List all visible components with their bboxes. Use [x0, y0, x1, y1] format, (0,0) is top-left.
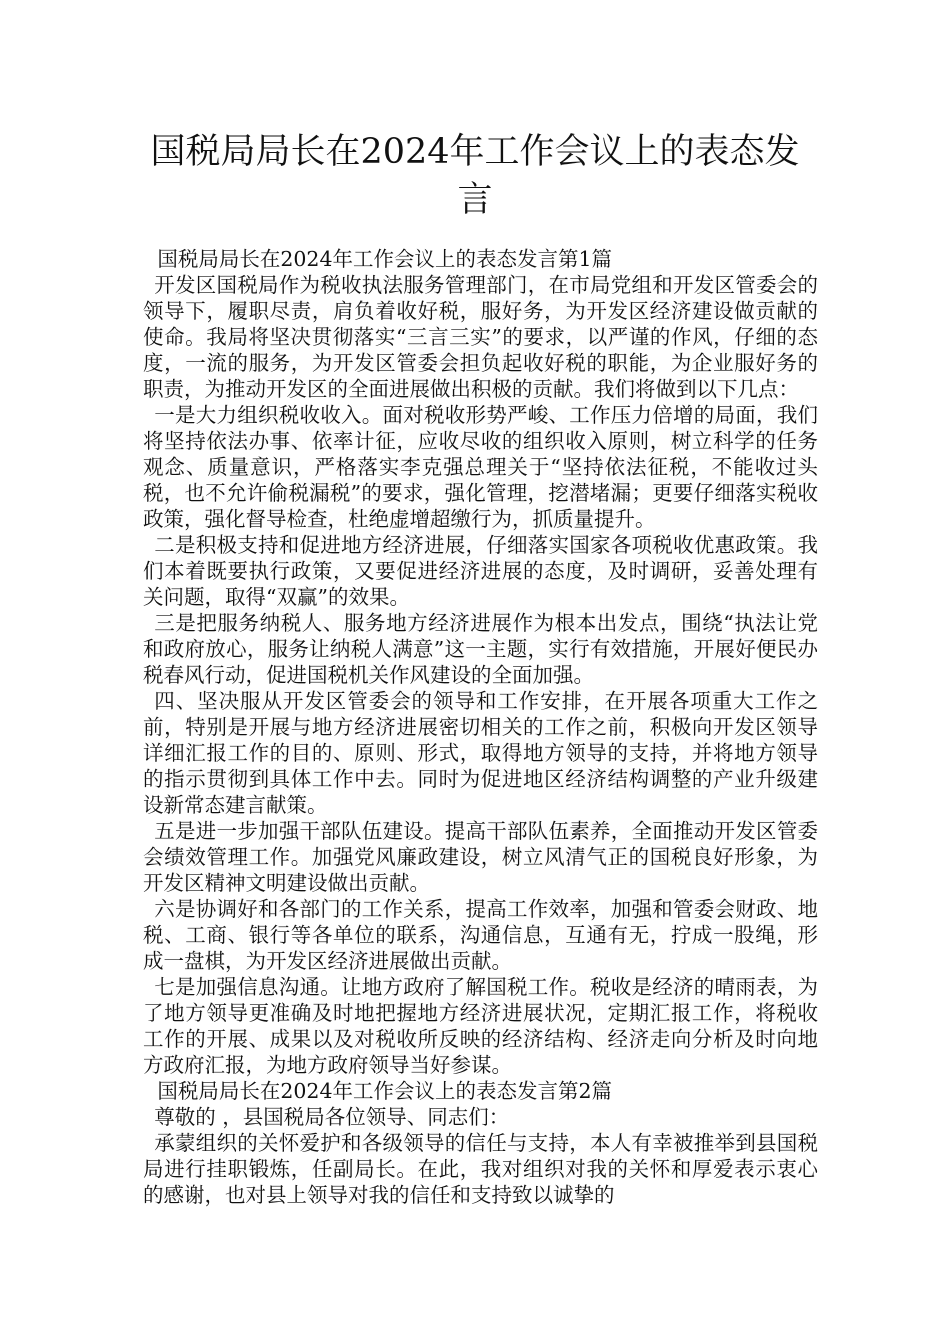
section-heading: 国税局局长在2024年工作会议上的表态发言第1篇: [157, 247, 613, 271]
body-paragraph: 三是把服务纳税人、服务地方经济进展作为根本出发点，围绕“执法让党和政府放心，服务让纳税人满意”这一主题，实行有效措施，开展好便民办税春风行动，促进国税机关作风建设的全面加强。: [143, 611, 818, 687]
body-paragraph: 五是进一步加强干部队伍建设。提高干部队伍素养，全面推动开发区管委会绩效管理工作。加强党风廉政建设，树立风清气正的国税良好形象，为开发区精神文明建设做出贡献。: [143, 819, 818, 895]
body-paragraph: 七是加强信息沟通。让地方政府了解国税工作。税收是经济的晴雨表，为了地方领导更准确及时地把握地方经济进展状况，定期汇报工作，将税收工作的开展、成果以及对税收所反映的经济结构、经济走向分析及时向地方政府汇报，为地方政府领导当好参谋。: [143, 975, 818, 1077]
document-title: 国税局局长在2024年工作会议上的表态发言: [150, 132, 800, 220]
body-paragraph: 开发区国税局作为税收执法服务管理部门，在市局党组和开发区管委会的领导下，履职尽责，肩负着收好税，服好务，为开发区经济建设做贡献的使命。我局将坚决贯彻落实“三言三实”的要求，以严谨的作风，仔细的态度，一流的服务，为开发区管委会担负起收好税的职能，为企业服好务的职责，为推动开发区的全面进展做出积极的贡献。我们将做到以下几点：: [143, 273, 818, 401]
document-body: [143, 246, 818, 1208]
section-heading: 国税局局长在2024年工作会议上的表态发言第2篇: [157, 1079, 613, 1103]
body-paragraph: 一是大力组织税收收入。面对税收形势严峻、工作压力倍增的局面，我们将坚持依法办事、依率计征，应收尽收的组织收入原则，树立科学的任务观念、质量意识，严格落实李克强总理关于“坚持依法征税，不能收过头税，也不允许偷税漏税”的要求，强化管理，挖潜堵漏；更要仔细落实税收政策，强化督导检查，杜绝虚增超缴行为，抓质量提升。: [143, 403, 818, 531]
body-paragraph: 四、坚决服从开发区管委会的领导和工作安排，在开展各项重大工作之前，特别是开展与地方经济进展密切相关的工作之前，积极向开发区领导详细汇报工作的目的、原则、形式，取得地方领导的支持，并将地方领导的指示贯彻到具体工作中去。同时为促进地区经济结构调整的产业升级建设新常态建言献策。: [143, 689, 818, 817]
body-paragraph: 六是协调好和各部门的工作关系，提高工作效率，加强和管委会财政、地税、工商、银行等各单位的联系，沟通信息，互通有无，拧成一股绳，形成一盘棋，为开发区经济进展做出贡献。: [143, 897, 818, 973]
body-paragraph: 二是积极支持和促进地方经济进展，仔细落实国家各项税收优惠政策。我们本着既要执行政策，又要促进经济进展的态度，及时调研，妥善处理有关问题，取得“双赢”的效果。: [143, 533, 818, 609]
body-paragraph: 承蒙组织的关怀爱护和各级领导的信任与支持，本人有幸被推举到县国税局进行挂职锻炼，任副局长。在此，我对组织对我的关怀和厚爱表示衷心的感谢，也对县上领导对我的信任和支持致以诚挚的: [143, 1131, 818, 1207]
body-paragraph: 尊敬的 ，县国税局各位领导、同志们：: [154, 1105, 510, 1129]
